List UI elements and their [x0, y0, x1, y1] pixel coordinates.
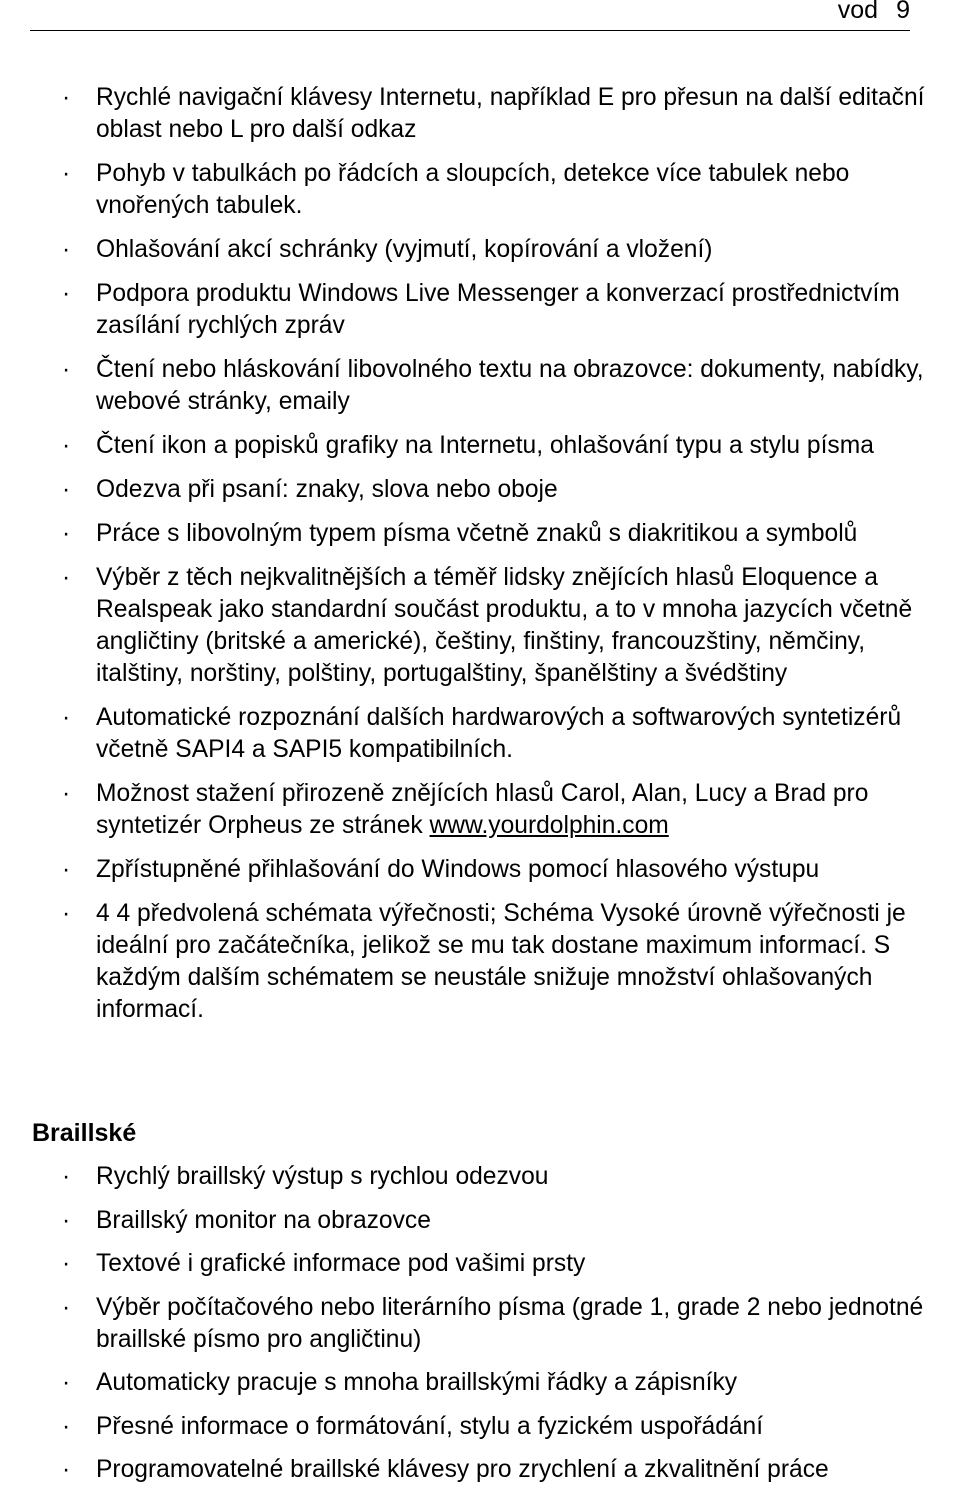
header-title: vod [837, 0, 879, 24]
list-item-text: 4 4 předvolená schémata výřečnosti; Schéma Vysoké úrovně výřečnosti je ideální pro začátečníka, jelikož se mu tak dostane maximum informací. S každým dalším schématem se neustále snižuje množství ohlašovaných informací. [96, 900, 906, 1023]
list-item [0, 1454, 960, 1486]
bullet: · [62, 1206, 71, 1234]
bullet: · [62, 1456, 71, 1483]
bullet: · [62, 160, 71, 187]
list-item-text: Čtení ikon a popisků grafiky na Internetu, ohlašování typu a stylu písma [96, 432, 874, 459]
list-item [0, 1248, 960, 1280]
list-item-text: Přesné informace o formátování, stylu a fyzickém uspořádání [96, 1412, 764, 1440]
bullet: · [62, 476, 71, 503]
list-item-text: Odezva při psaní: znaky, slova nebo oboje [96, 476, 558, 503]
list-item-text: Automatické rozpoznání dalších hardwarových a softwarových syntetizérů včetně SAPI4 a SAPI5 kompatibilních. [96, 704, 902, 763]
list-item-text: Programovatelné braillské klávesy pro zrychlení a zkvalitnění práce [96, 1456, 829, 1483]
list-item [0, 778, 960, 842]
bullet: · [62, 856, 71, 883]
bullet: · [62, 704, 71, 731]
bullet: · [62, 564, 71, 591]
bullet: · [62, 1250, 71, 1277]
list-item [0, 854, 960, 886]
list-item-text: Podpora produktu Windows Live Messenger a konverzací prostřednictvím zasílání rychlých zpráv [96, 280, 900, 339]
list-item-text: Braillský monitor na obrazovce [96, 1206, 431, 1234]
bullet: · [62, 780, 71, 807]
list-item [0, 278, 960, 342]
list-item [0, 354, 960, 418]
feature-list-speech [0, 82, 960, 1038]
list-item [0, 1292, 960, 1356]
list-item [0, 1161, 960, 1193]
list-item [0, 898, 960, 1026]
page-header [30, 0, 910, 31]
list-item [0, 430, 960, 462]
list-item-text: Pohyb v tabulkách po řádcích a sloupcích, detekce více tabulek nebo vnořených tabulek. [96, 160, 850, 219]
feature-list-braille [0, 1161, 960, 1498]
bullet: · [62, 356, 71, 383]
page-number: 9 [896, 0, 910, 24]
list-item [0, 518, 960, 550]
list-item-text: Výběr z těch nejkvalitnějších a téměř lidsky znějících hlasů Eloquence a Realspeak jako standardní součást produktu, a to v mnoha jazycích včetně angličtiny (britské a americké), češtiny, finštiny, francouzštiny, němčiny, italštiny, norštiny, polštiny, portugalštiny, španělštiny a švédštiny [96, 564, 913, 687]
bullet: · [62, 236, 71, 263]
list-item-text: Textové i grafické informace pod vašimi prsty [96, 1250, 586, 1277]
list-item [0, 474, 960, 506]
list-item [0, 1411, 960, 1443]
list-item [0, 158, 960, 222]
bullet: · [62, 432, 71, 459]
list-item [0, 1205, 960, 1237]
website-link[interactable]: www.yourdolphin.com [429, 812, 669, 839]
bullet: · [62, 1163, 71, 1190]
bullet: · [62, 1412, 71, 1440]
list-item-text: Rychlý braillský výstup s rychlou odezvou [96, 1163, 549, 1190]
list-item-text: Ohlašování akcí schránky (vyjmutí, kopírování a vložení) [96, 236, 713, 263]
list-item-text: Čtení nebo hláskování libovolného textu na obrazovce: dokumenty, nabídky, webové stránky, emaily [96, 356, 924, 415]
list-item-text: Rychlé navigační klávesy Internetu, například E pro přesun na další editační oblast nebo L pro další odkaz [96, 84, 925, 143]
bullet: · [62, 84, 71, 111]
bullet: · [62, 280, 71, 307]
bullet: · [62, 520, 71, 547]
list-item-text: Práce s libovolným typem písma včetně znaků s diakritikou a symbolů [96, 520, 858, 547]
list-item [0, 562, 960, 690]
list-item [0, 1367, 960, 1399]
list-item-text: Výběr počítačového nebo literárního písma (grade 1, grade 2 nebo jednotné braillské písmo pro angličtinu) [96, 1293, 924, 1353]
list-item [0, 234, 960, 266]
bullet: · [62, 1369, 71, 1396]
section-heading-braille: Braillské [32, 1119, 137, 1147]
list-item [0, 702, 960, 766]
list-item-text: Možnost stažení přirozeně znějících hlasů Carol, Alan, Lucy a Brad pro syntetizér Orpheus ze stránek [96, 780, 869, 839]
list-item-text: Zpřístupněné přihlašování do Windows pomocí hlasového výstupu [96, 856, 820, 883]
list-item-text: Automaticky pracuje s mnoha braillskými řádky a zápisníky [96, 1369, 738, 1396]
list-item [0, 82, 960, 146]
bullet: · [62, 1293, 71, 1321]
bullet: · [62, 900, 71, 927]
header-text [838, 0, 910, 25]
